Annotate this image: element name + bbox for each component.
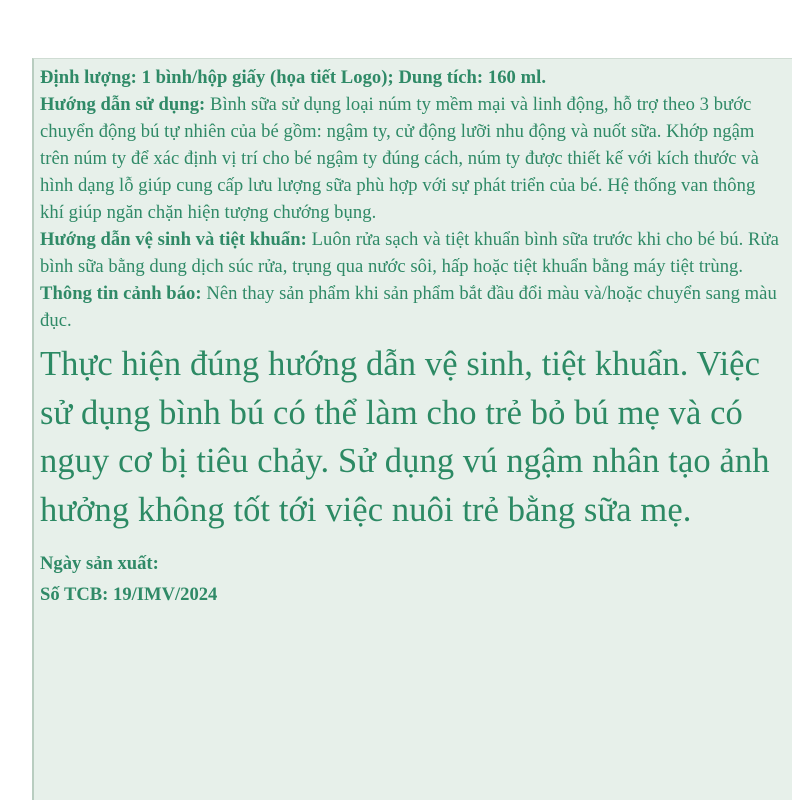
usage-label: Hướng dẫn sử dụng: — [40, 94, 206, 115]
hygiene-paragraph — [40, 226, 780, 280]
usage-paragraph — [40, 91, 780, 226]
caution-paragraph — [40, 280, 780, 334]
registration-number: Số TCB: 19/IMV/2024 — [40, 584, 218, 605]
hygiene-text: Luôn rửa sạch và tiệt khuẩn bình sữa trước khi cho bé bú. Rửa bình sữa bằng dung dịch súc rửa, trụng qua nước sôi, hấp hoặc tiệt khuẩn bằng máy tiệt trùng. — [40, 229, 779, 277]
caution-text: Nên thay sản phẩm khi sản phẩm bắt đầu đổi màu và/hoặc chuyển sang màu đục. — [40, 283, 777, 331]
manufacture-date-label: Ngày sản xuất: — [40, 553, 159, 574]
usage-text: Bình sữa sử dụng loại núm ty mềm mại và linh động, hỗ trợ theo 3 bước chuyển động bú tự nhiên của bé gồm: ngậm ty, cử động lưỡi nhu động và nuốt sữa. Khớp ngậm trên núm ty để xác định vị trí cho bé ngậm ty đúng cách, núm ty được thiết kế với kích thước và hình dạng lỗ giúp cung cấp lưu lượng sữa phù hợp với sự phát triển của bé. Hệ thống van thông khí giúp ngăn chặn hiện tượng chướng bụng. — [40, 94, 759, 223]
dosage-line: Định lượng: 1 bình/hộp giấy (họa tiết Logo); Dung tích: 160 ml. — [40, 67, 547, 88]
hygiene-label: Hướng dẫn vệ sinh và tiệt khuẩn: — [40, 229, 307, 250]
caution-label: Thông tin cảnh báo: — [40, 283, 202, 304]
warning-statement: Thực hiện đúng hướng dẫn vệ sinh, tiệt khuẩn. Việc sử dụng bình bú có thể làm cho trẻ bỏ bú mẹ và có nguy cơ bị tiêu chảy. Sử dụng vú ngậm nhân tạo ảnh hưởng không tốt tới việc nuôi trẻ bằng sữa mẹ. — [40, 345, 770, 529]
label-content — [40, 64, 780, 608]
